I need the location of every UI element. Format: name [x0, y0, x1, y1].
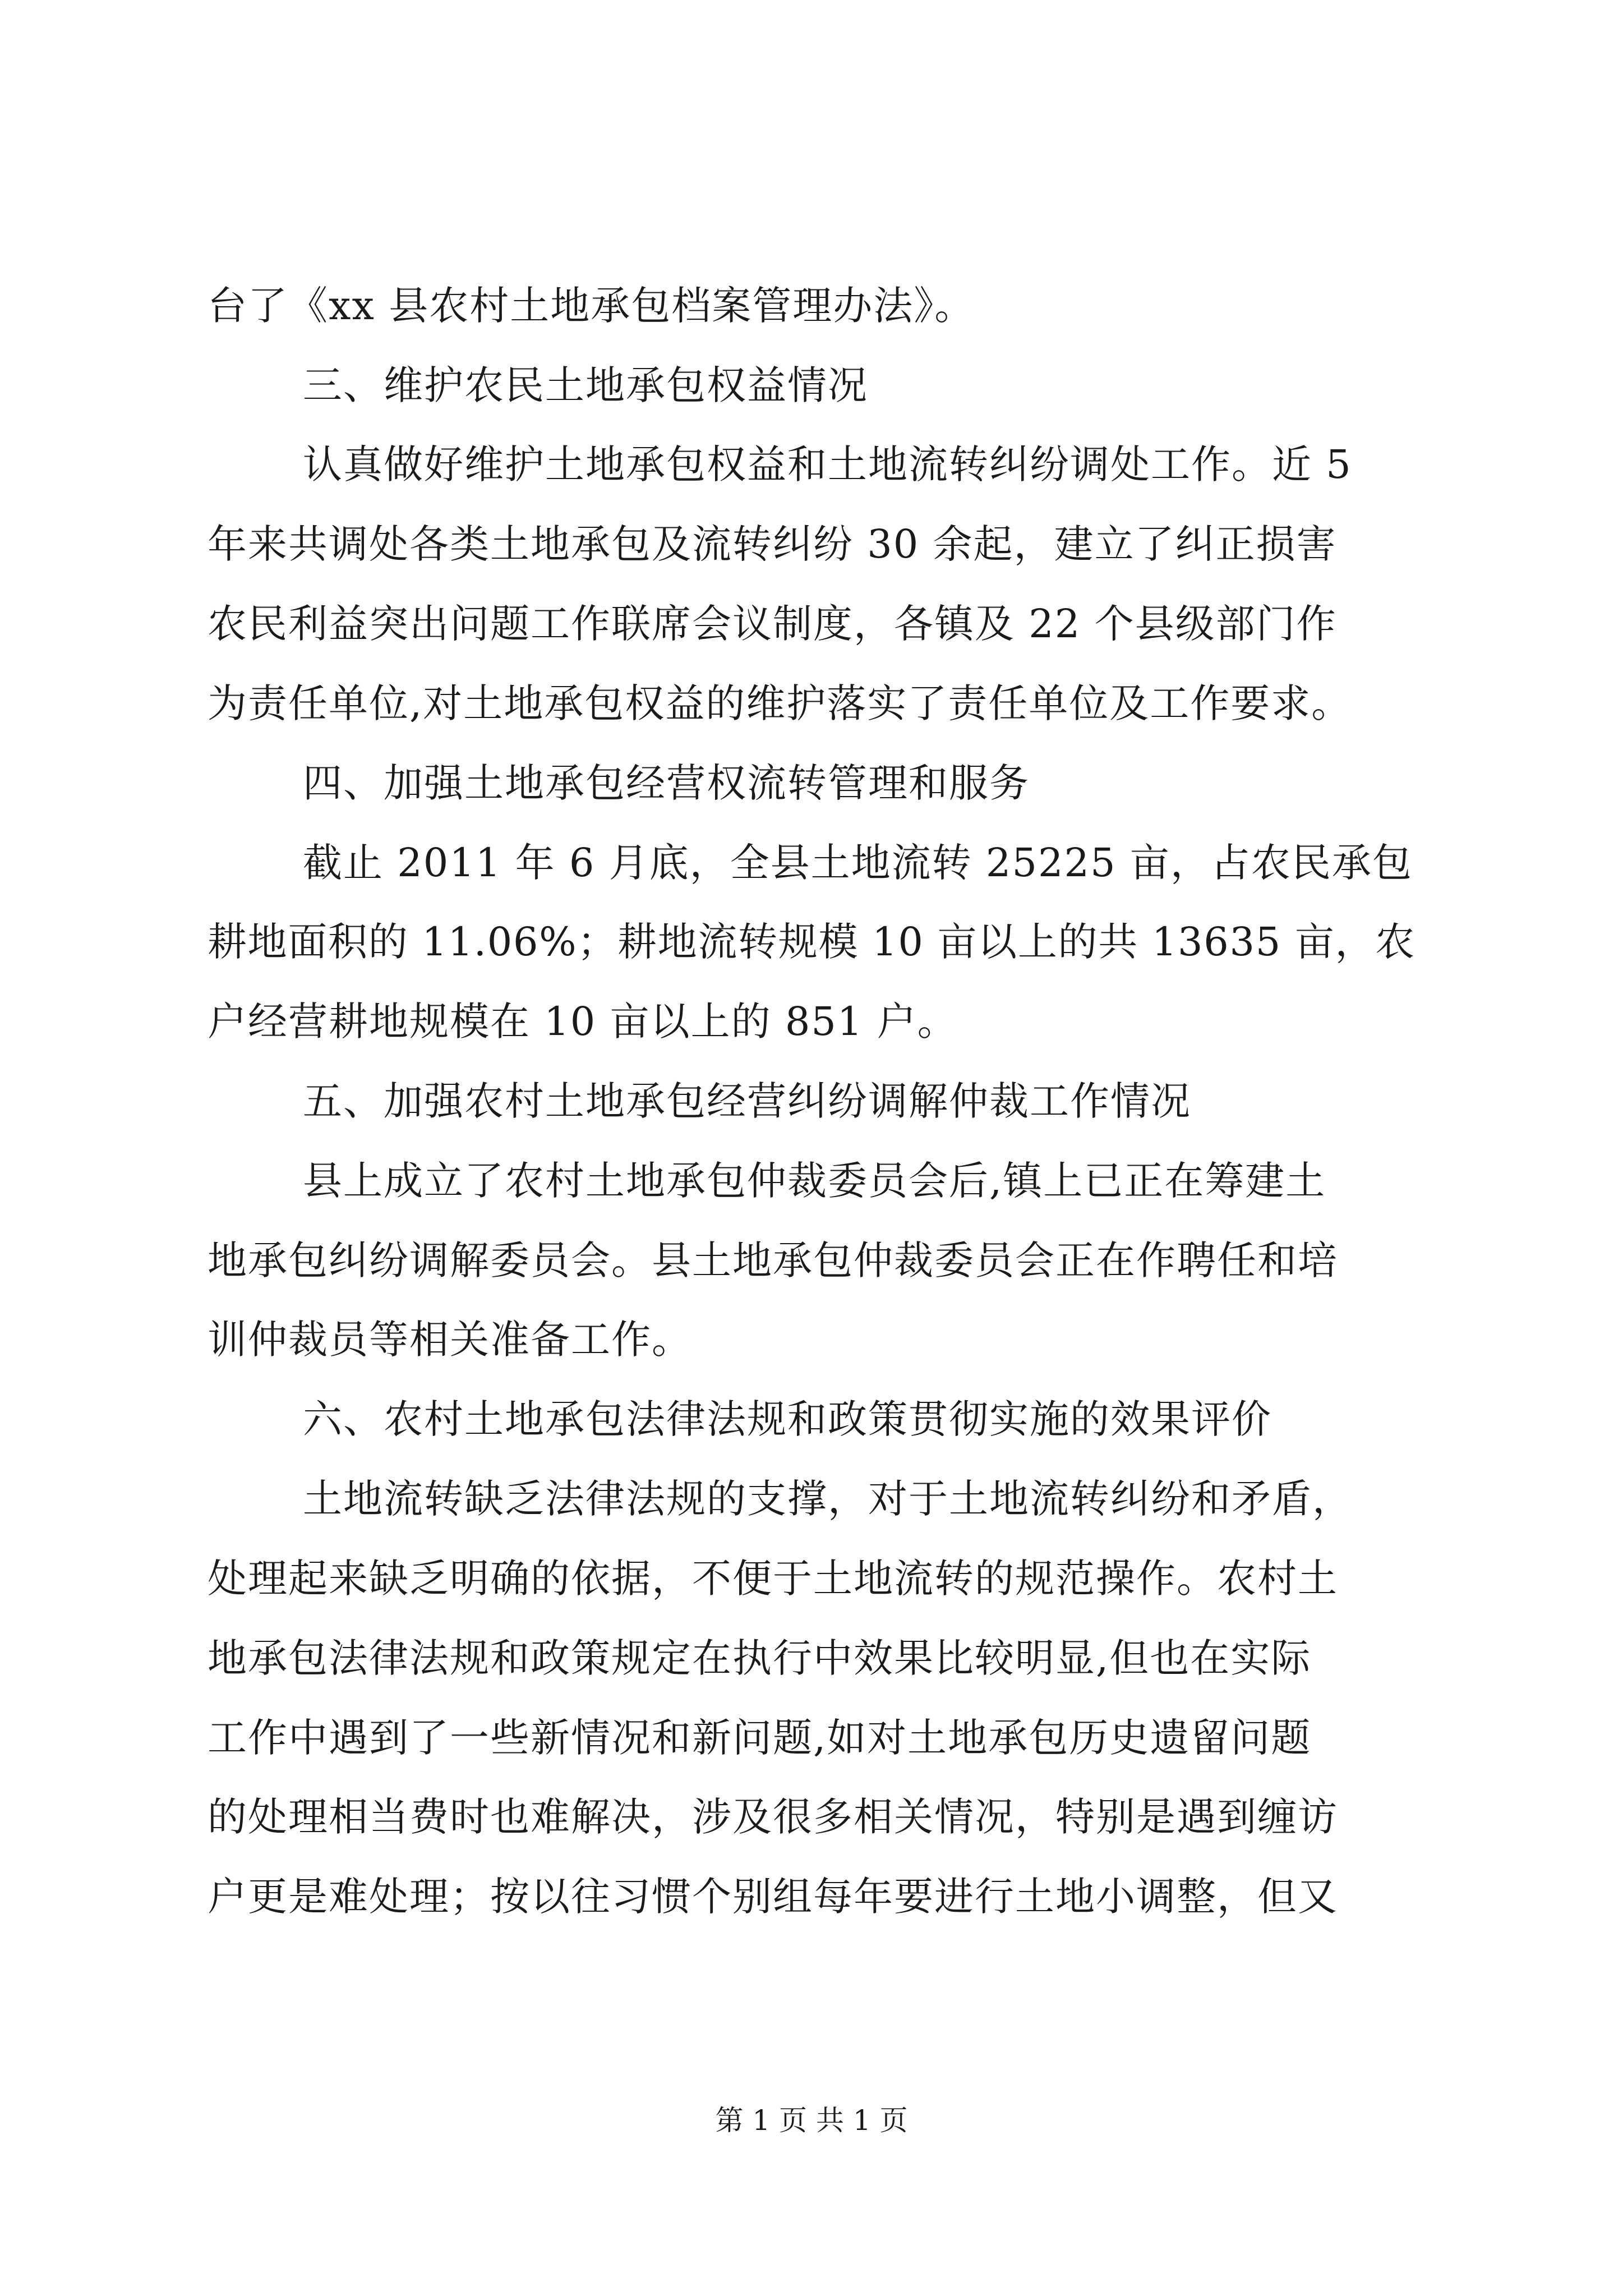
body-line: 户经营耕地规模在 10 亩以上的 851 户。 — [208, 999, 958, 1045]
section-heading: 五、加强农村土地承包经营纠纷调解仲裁工作情况 — [303, 1078, 1191, 1124]
body-line: 户更是难处理；按以往习惯个别组每年要进行土地小调整，但又 — [208, 1874, 1338, 1920]
body-line: 处理起来缺乏明确的依据，不便于土地流转的规范操作。农村土 — [208, 1556, 1338, 1602]
body-line: 的处理相当费时也难解决，涉及很多相关情况，特别是遇到缠访 — [208, 1794, 1338, 1840]
body-line: 截止 2011 年 6 月底，全县土地流转 25225 亩，占农民承包 — [303, 840, 1413, 886]
body-line: 地承包法律法规和政策规定在执行中效果比较明显,但也在实际 — [208, 1635, 1312, 1681]
body-line: 地承包纠纷调解委员会。县土地承包仲裁委员会正在作聘任和培 — [208, 1237, 1338, 1283]
body-line: 土地流转缺乏法律法规的支撑，对于土地流转纠纷和矛盾， — [303, 1476, 1353, 1522]
body-line: 训仲裁员等相关准备工作。 — [208, 1317, 692, 1363]
body-line: 县上成立了农村土地承包仲裁委员会后,镇上已正在筹建土 — [303, 1158, 1326, 1204]
body-line: 为责任单位,对土地承包权益的维护落实了责任单位及工作要求。 — [208, 680, 1352, 726]
body-line: 农民利益突出问题工作联席会议制度，各镇及 22 个县级部门作 — [208, 601, 1337, 647]
body-line: 认真做好维护土地承包权益和土地流转纠纷调处工作。近 5 — [303, 441, 1352, 487]
section-heading: 四、加强土地承包经营权流转管理和服务 — [303, 760, 1030, 806]
body-line: 台了《xx 县农村土地承包档案管理办法》。 — [208, 283, 975, 329]
section-heading: 六、农村土地承包法律法规和政策贯彻实施的效果评价 — [303, 1396, 1272, 1442]
body-line: 年来共调处各类土地承包及流转纠纷 30 余起，建立了纠正损害 — [208, 521, 1337, 567]
page-footer: 第 1 页 共 1 页 — [715, 2104, 908, 2137]
body-line: 工作中遇到了一些新情况和新问题,如对土地承包历史遗留问题 — [208, 1715, 1312, 1761]
section-heading: 三、维护农民土地承包权益情况 — [303, 362, 868, 408]
body-line: 耕地面积的 11.06%；耕地流转规模 10 亩以上的共 13635 亩，农 — [208, 919, 1415, 965]
